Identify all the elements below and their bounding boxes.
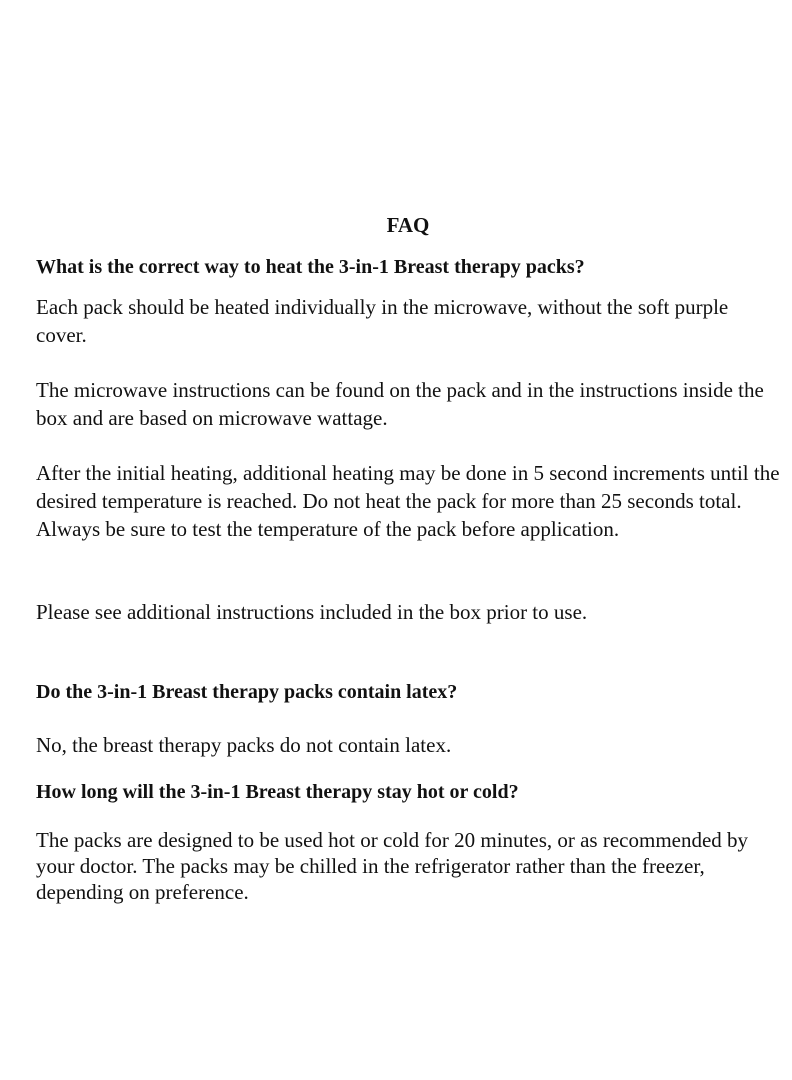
faq-answer-latex: No, the breast therapy packs do not contain latex. xyxy=(36,733,452,757)
faq-answer-heating-p1: Each pack should be heated individually in the microwave, without the soft purple cover. xyxy=(36,295,729,347)
faq-question-latex: Do the 3-in-1 Breast therapy packs contain latex? xyxy=(36,681,458,703)
page-title: FAQ xyxy=(386,213,430,237)
faq-answer-heating-p4: Please see additional instructions included in the box prior to use. xyxy=(36,600,588,624)
faq-answer-heating-p3: After the initial heating, additional heating may be done in 5 second increments until the desired temperature is reached. Do not heat the pack for more than 25 seconds total. Always be sure to test the temperature of the pack before application. xyxy=(36,461,780,541)
faq-question-heating: What is the correct way to heat the 3-in-1 Breast therapy packs? xyxy=(36,256,585,278)
faq-answer-duration: The packs are designed to be used hot or cold for 20 minutes, or as recommended by your doctor. The packs may be chilled in the refrigerator rather than the freezer, depending on preference. xyxy=(36,828,749,904)
faq-answer-heating-p2: The microwave instructions can be found on the pack and in the instructions inside the box and are based on microwave wattage. xyxy=(36,378,764,430)
faq-question-duration: How long will the 3-in-1 Breast therapy stay hot or cold? xyxy=(36,781,519,803)
